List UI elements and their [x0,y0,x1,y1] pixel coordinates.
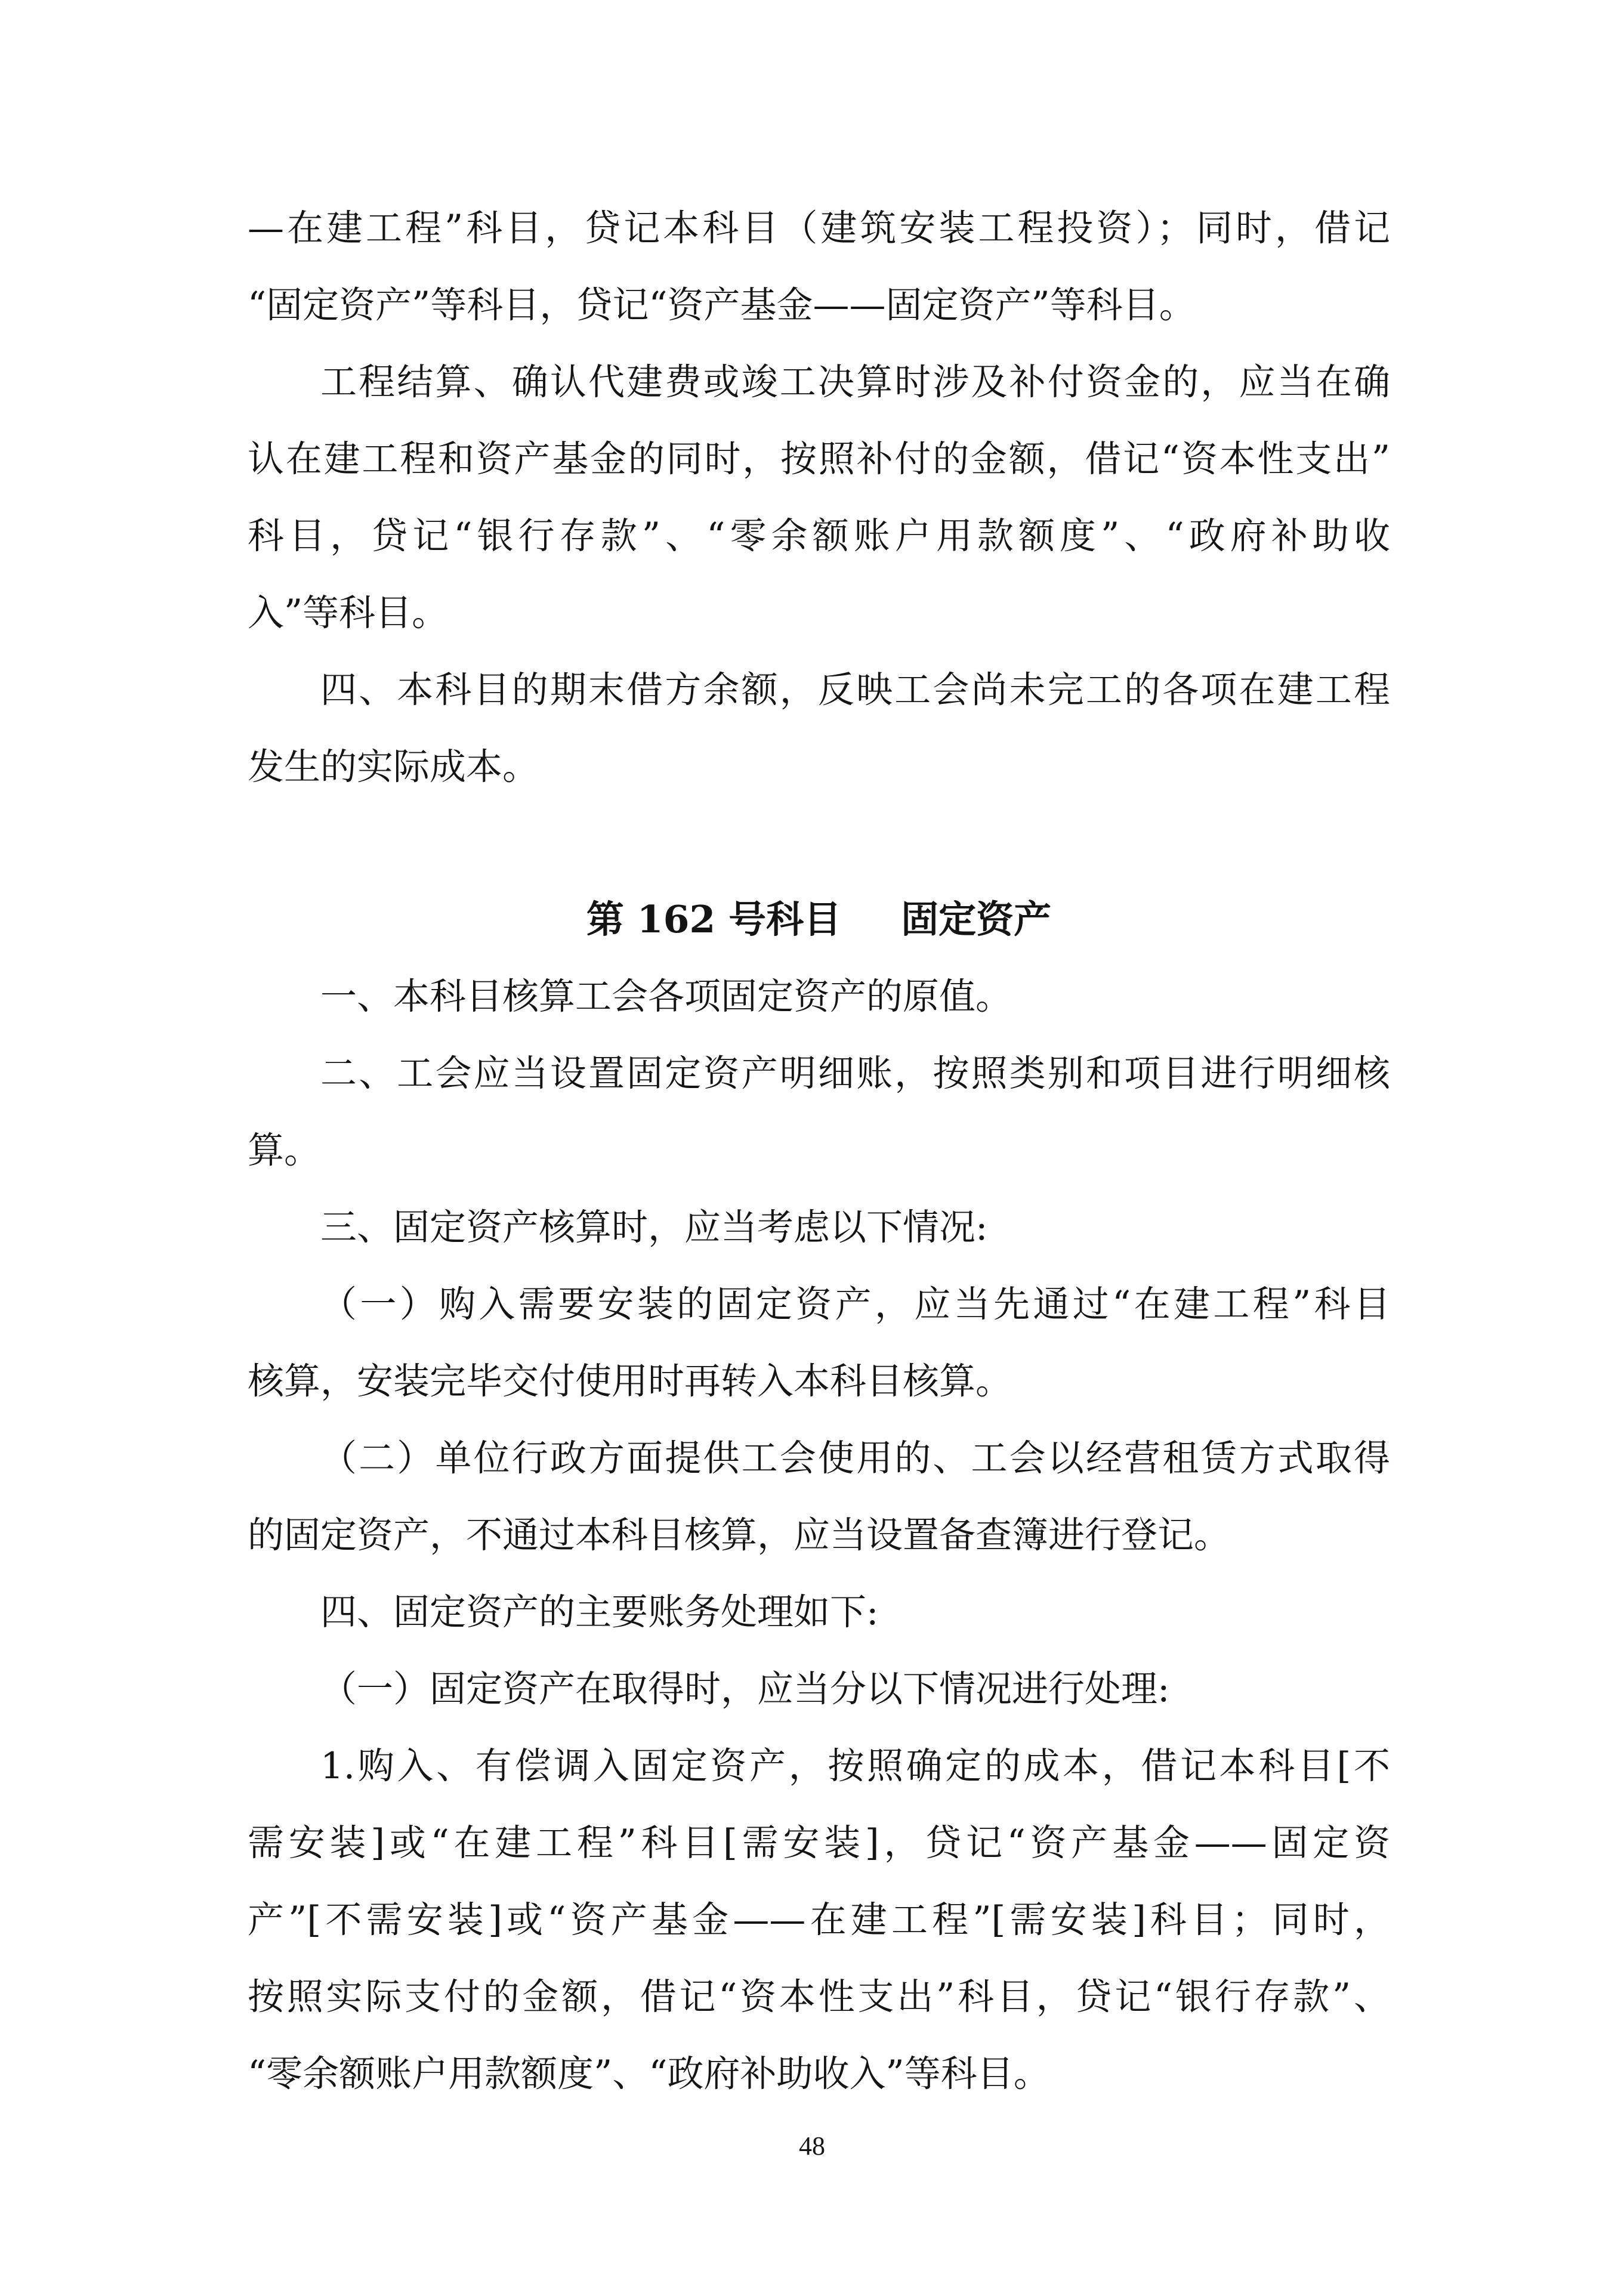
paragraph-line: 认在建工程和资产基金的同时，按照补付的金额，借记“资本性支出” [248,438,1390,480]
paragraph-line: 四、固定资产的主要账务处理如下: [320,1591,879,1633]
paragraph-line: —在建工程”科目，贷记本科目（建筑安装工程投资）；同时，借记 [248,207,1390,249]
paragraph-line: 按照实际支付的金额，借记“资本性支出”科目，贷记“银行存款”、 [248,1976,1390,2018]
lines-before-heading [248,190,1390,805]
paragraph-line: 工程结算、确认代建费或竣工决算时涉及补付资金的，应当在确 [320,361,1390,403]
section-heading-number: 第 162 号科目 [586,897,842,941]
lines-after-heading [248,958,1390,2112]
paragraph-line: 发生的实际成本。 [248,746,539,788]
paragraph-line: （二）单位行政方面提供工会使用的、工会以经营租赁方式取得 [320,1437,1390,1479]
section-heading-title: 固定资产 [901,897,1052,941]
section-heading [248,880,1390,958]
paragraph-line: 需安装]或“在建工程”科目[需安装]，贷记“资产基金——固定资 [248,1822,1390,1864]
page-body [248,190,1390,2112]
paragraph-line: 的固定资产，不通过本科目核算，应当设置备查簿进行登记。 [248,1514,1231,1556]
paragraph-line: 算。 [248,1129,321,1172]
paragraph-line: 入”等科目。 [248,592,449,634]
paragraph-line: 1.购入、有偿调入固定资产，按照确定的成本，借记本科目[不 [320,1745,1390,1787]
paragraph-line: （一）购入需要安装的固定资产，应当先通过“在建工程”科目 [320,1283,1390,1325]
paragraph-line: 二、工会应当设置固定资产明细账，按照类别和项目进行明细核 [320,1052,1390,1095]
paragraph-line: 三、固定资产核算时，应当考虑以下情况: [320,1206,988,1249]
paragraph-line: 四、本科目的期末借方余额，反映工会尚未完工的各项在建工程 [320,669,1390,711]
paragraph-line: （一）固定资产在取得时，应当分以下情况进行处理: [320,1668,1170,1710]
paragraph-line: 一、本科目核算工会各项固定资产的原值。 [320,975,1012,1018]
paragraph-line: 产”[不需安装]或“资产基金——在建工程”[需安装]科目；同时， [248,1899,1390,1941]
paragraph-line: 科目，贷记“银行存款”、“零余额账户用款额度”、“政府补助收 [248,515,1390,557]
paragraph-line: “固定资产”等科目，贷记“资产基金——固定资产”等科目。 [248,284,1196,326]
paragraph-line: 核算，安装完毕交付使用时再转入本科目核算。 [248,1360,1012,1402]
paragraph-line: “零余额账户用款额度”、“政府补助收入”等科目。 [248,2053,1050,2095]
page-number: 48 [799,2131,825,2161]
